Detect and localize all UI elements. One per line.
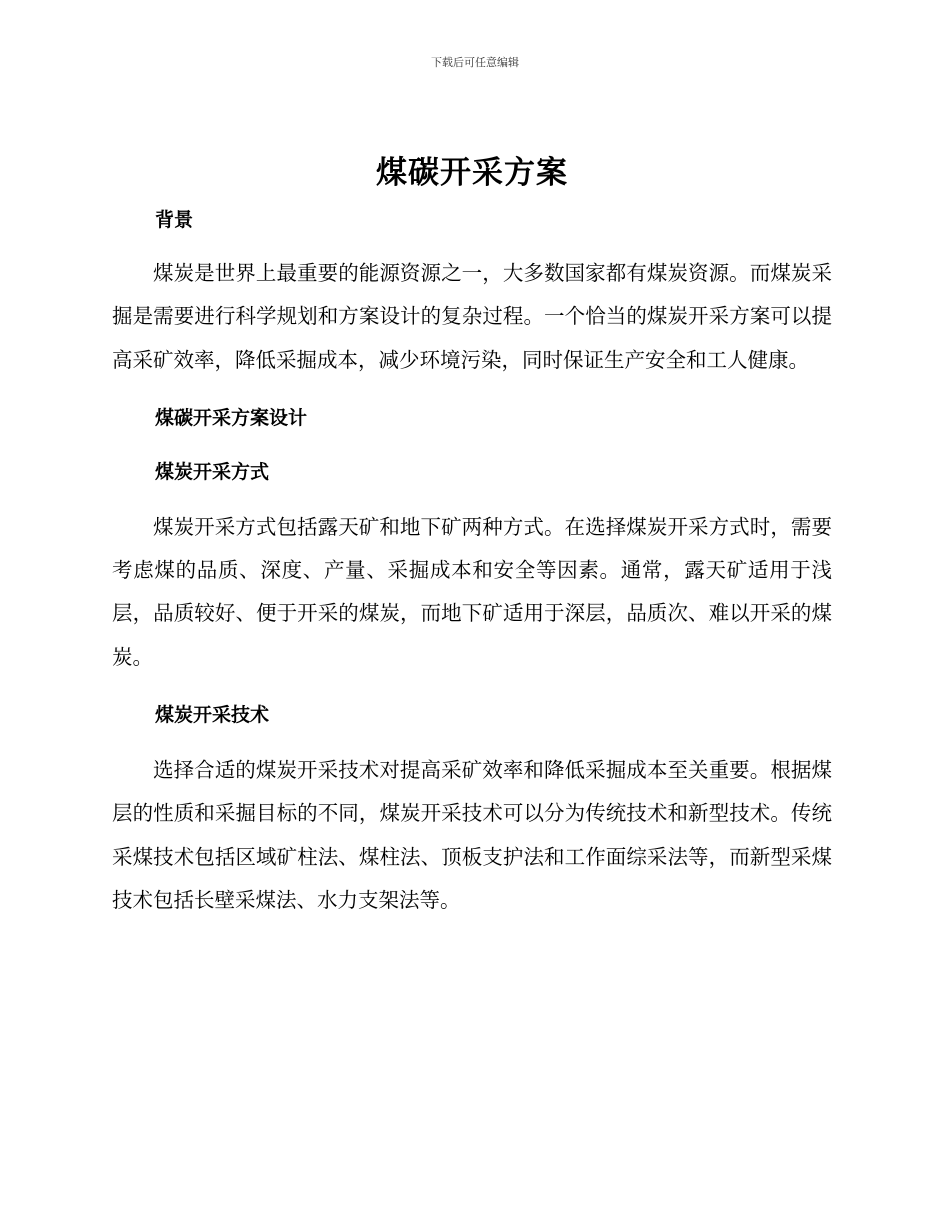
page-header-note: 下载后可任意编辑	[431, 56, 519, 69]
heading-plan-design: 煤碳开采方案设计	[155, 406, 308, 429]
heading-background: 背景	[155, 209, 194, 231]
document-title: 煤碳开采方案	[376, 155, 568, 191]
paragraph-mining-method: 煤炭开采方式包括露天矿和地下矿两种方式。在选择煤炭开采方式时，需要考虑煤的品质、深度、产量、采掘成本和安全等因素。通常，露天矿适用于浅层，品质较好、便于开采的煤炭，而地下矿适用于深层，品质次、难以开采的煤炭。	[112, 514, 832, 669]
heading-mining-method: 煤炭开采方式	[155, 460, 270, 483]
paragraph-mining-technology: 选择合适的煤炭开采技术对提高采矿效率和降低采掘成本至关重要。根据煤层的性质和采掘目标的不同，煤炭开采技术可以分为传统技术和新型技术。传统采煤技术包括区域矿柱法、煤柱法、顶板支护法和工作面综采法等，而新型采煤技术包括长壁采煤法、水力支架法等。	[112, 758, 832, 912]
document-body	[112, 148, 832, 922]
paragraph-background: 煤炭是世界上最重要的能源资源之一，大多数国家都有煤炭资源。而煤炭采掘是需要进行科学规划和方案设计的复杂过程。一个恰当的煤炭开采方案可以提高采矿效率，降低采掘成本，减少环境污染，同时保证生产安全和工人健康。	[112, 261, 832, 372]
heading-mining-technology: 煤炭开采技术	[155, 704, 270, 727]
